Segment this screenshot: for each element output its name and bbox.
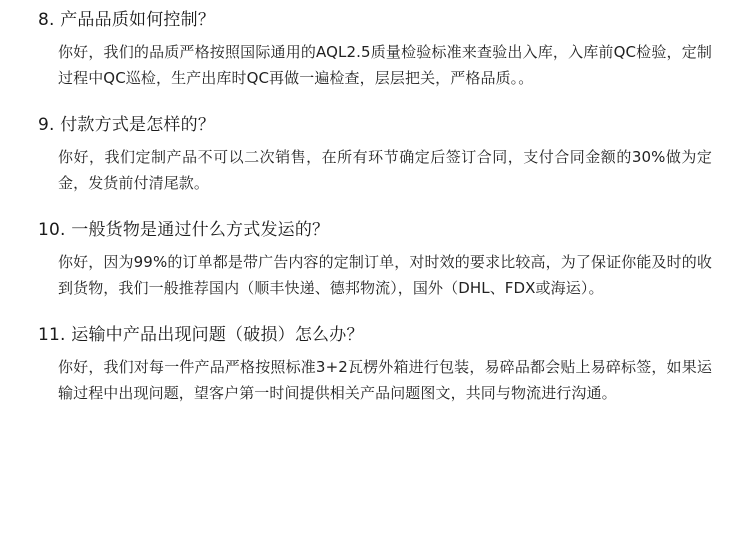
faq-question: 11. 运输中产品出现问题（破损）怎么办？ (38, 325, 364, 346)
faq-item (28, 323, 722, 406)
faq-item (28, 218, 722, 301)
faq-question: 8. 产品品质如何控制？ (38, 10, 216, 30)
faq-item (28, 113, 722, 196)
faq-question: 9. 付款方式是怎样的？ (38, 115, 216, 136)
faq-question: 10. 一般货物是通过什么方式发运的？ (38, 220, 330, 241)
faq-answer: 你好，我们定制产品不可以二次销售，在所有环节确定后签订合同，支付合同金额的30%做为定金，发货前付清尾款。 (58, 147, 712, 193)
faq-answer: 你好，因为99%的订单都是带广告内容的定制订单，对时效的要求比较高，为了保证你能及时的收到货物，我们一般推荐国内（顺丰快递、德邦物流），国外（DHL、FDX或海运）。 (58, 252, 712, 298)
faq-item (28, 8, 722, 91)
faq-answer: 你好，我们的品质严格按照国际通用的AQL2.5质量检验标准来查验出入库，入库前QC检验，定制过程中QC巡检，生产出库时QC再做一遍检查，层层把关，严格品质。。 (58, 42, 712, 87)
faq-answer: 你好，我们对每一件产品严格按照标准3+2瓦楞外箱进行包装，易碎品都会贴上易碎标签，如果运输过程中出现问题，望客户第一时间提供相关产品问题图文，共同与物流进行沟通。 (58, 358, 712, 403)
